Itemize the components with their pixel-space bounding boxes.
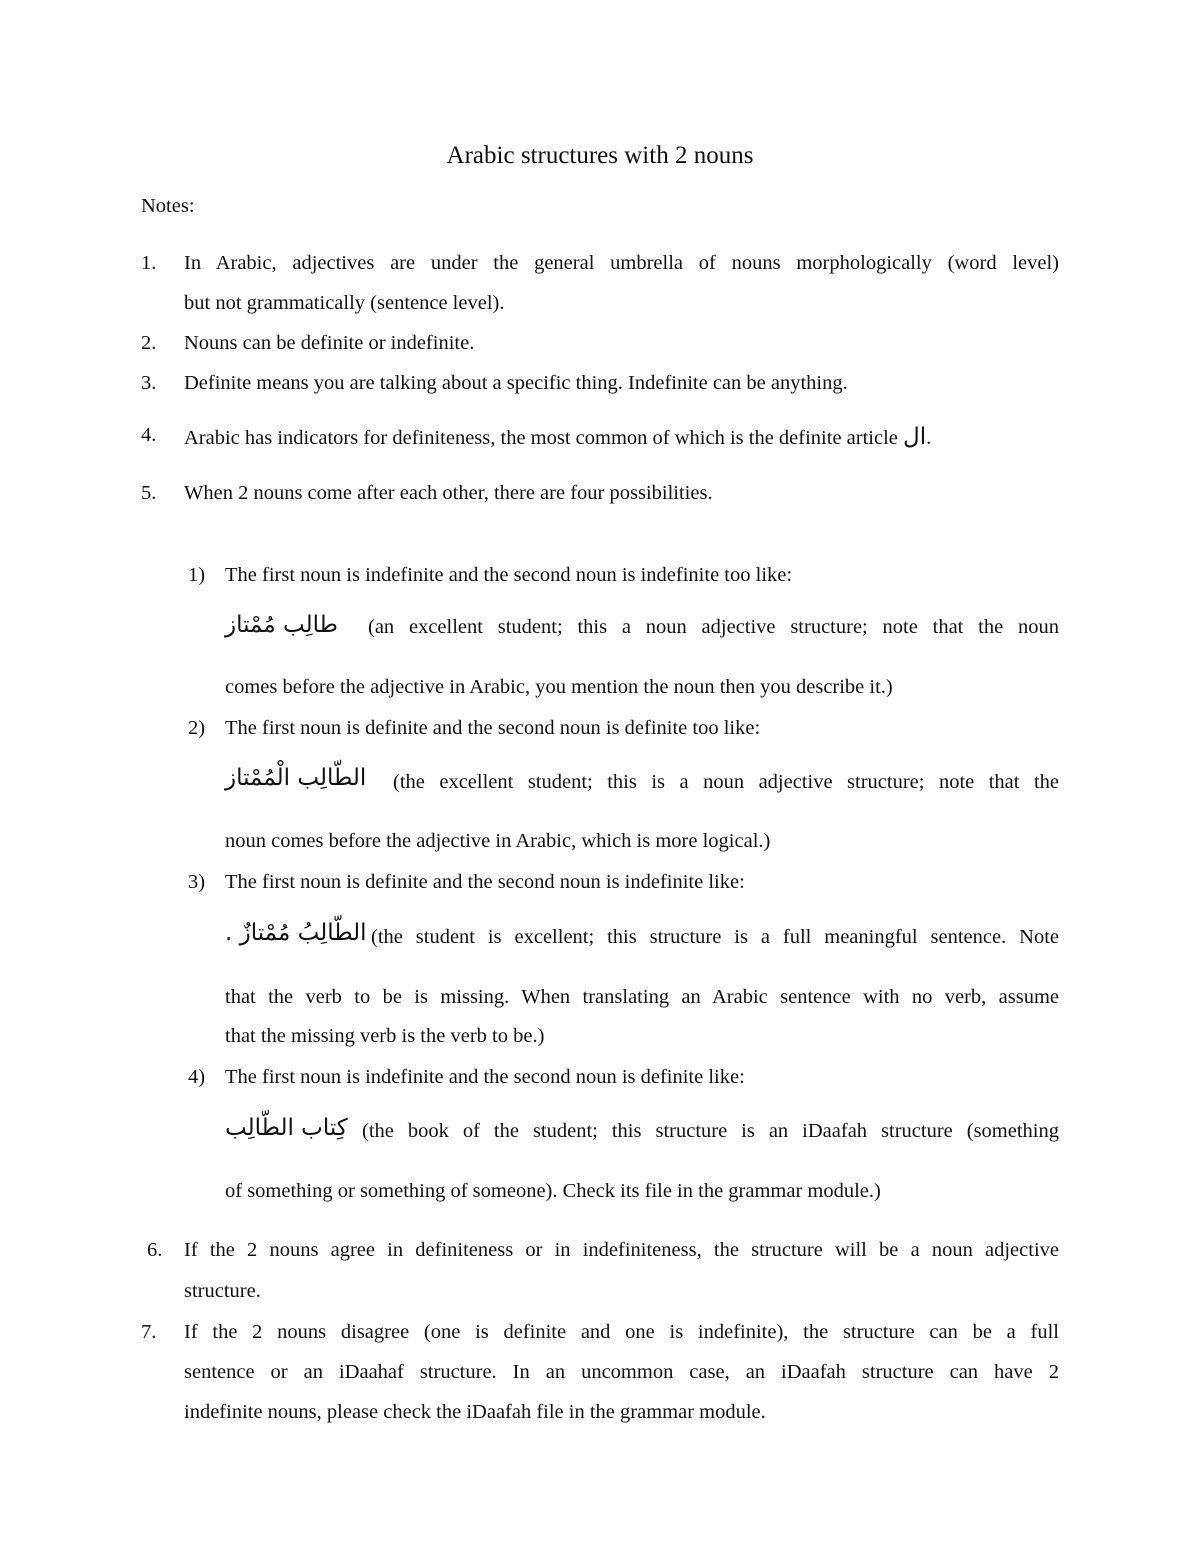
item-text: structure. (184, 1280, 261, 1302)
item-number: 3. (141, 372, 157, 394)
item-number: 7. (141, 1321, 157, 1343)
possibility-explanation: noun comes before the adjective in Arabic, which is more logical.) (225, 830, 771, 852)
possibility-heading: The first noun is definite and the second noun is indefinite like: (225, 871, 745, 893)
item-number: 2. (141, 332, 157, 354)
item-text: When 2 nouns come after each other, there are four possibilities. (184, 482, 713, 504)
possibility-explanation: that the missing verb is the verb to be.) (225, 1025, 545, 1047)
item-text: If the 2 nouns agree in definiteness or in indefiniteness, the structure will be a noun adjective (184, 1239, 1059, 1261)
possibility-explanation: that the verb to be is missing. When translating an Arabic sentence with no verb, assume (225, 986, 1059, 1008)
item-number: 4. (141, 424, 157, 446)
item-text: Nouns can be definite or indefinite. (184, 332, 475, 354)
item-text: sentence or an iDaahaf structure. In an uncommon case, an iDaafah structure can have 2 (184, 1361, 1059, 1383)
item-number: 6. (147, 1239, 163, 1261)
definite-article-arabic: ال (903, 424, 927, 450)
page-title: Arabic structures with 2 nouns (446, 142, 754, 169)
arabic-example: كِتاب الطّالِب (225, 1115, 348, 1141)
item-text-end: . (926, 427, 932, 449)
item-text: If the 2 nouns disagree (one is definite and one is indefinite), the structure can be a full (184, 1321, 1059, 1343)
possibility-explanation: (the book of the student; this structure is an iDaafah structure (something (362, 1120, 1059, 1142)
possibility-number: 2) (188, 717, 206, 739)
notes-label: Notes: (141, 195, 195, 217)
possibility-explanation: (the excellent student; this is a noun adjective structure; note that the (393, 771, 1059, 793)
arabic-example: الطّالِبُ مُمْتازٌ . (225, 920, 367, 946)
possibility-heading: The first noun is definite and the second noun is definite too like: (225, 717, 761, 739)
item-text: indefinite nouns, please check the iDaafah file in the grammar module. (184, 1401, 766, 1423)
possibility-explanation: (an excellent student; this a noun adjective structure; note that the noun (368, 616, 1059, 638)
possibility-number: 4) (188, 1066, 206, 1088)
arabic-example: الطّالِب الْمُمْتاز (225, 765, 367, 791)
possibility-heading: The first noun is indefinite and the second noun is definite like: (225, 1066, 745, 1088)
item-text: Definite means you are talking about a specific thing. Indefinite can be anything. (184, 372, 848, 394)
possibility-explanation: comes before the adjective in Arabic, you mention the noun then you describe it.) (225, 676, 893, 698)
possibility-number: 1) (188, 564, 206, 586)
possibility-explanation: (the student is excellent; this structure is a full meaningful sentence. Note (371, 926, 1059, 948)
possibility-heading: The first noun is indefinite and the second noun is indefinite too like: (225, 564, 793, 586)
possibility-explanation: of something or something of someone). Check its file in the grammar module.) (225, 1180, 881, 1202)
item-text: In Arabic, adjectives are under the general umbrella of nouns morphologically (word level) (184, 252, 1059, 274)
item-text: Arabic has indicators for definiteness, the most common of which is the definite article (184, 427, 898, 449)
item-text: but not grammatically (sentence level). (184, 292, 505, 314)
possibility-number: 3) (188, 871, 206, 893)
arabic-example: طالِب مُمْتاز (225, 612, 338, 638)
item-number: 5. (141, 482, 157, 504)
item-number: 1. (141, 252, 157, 274)
